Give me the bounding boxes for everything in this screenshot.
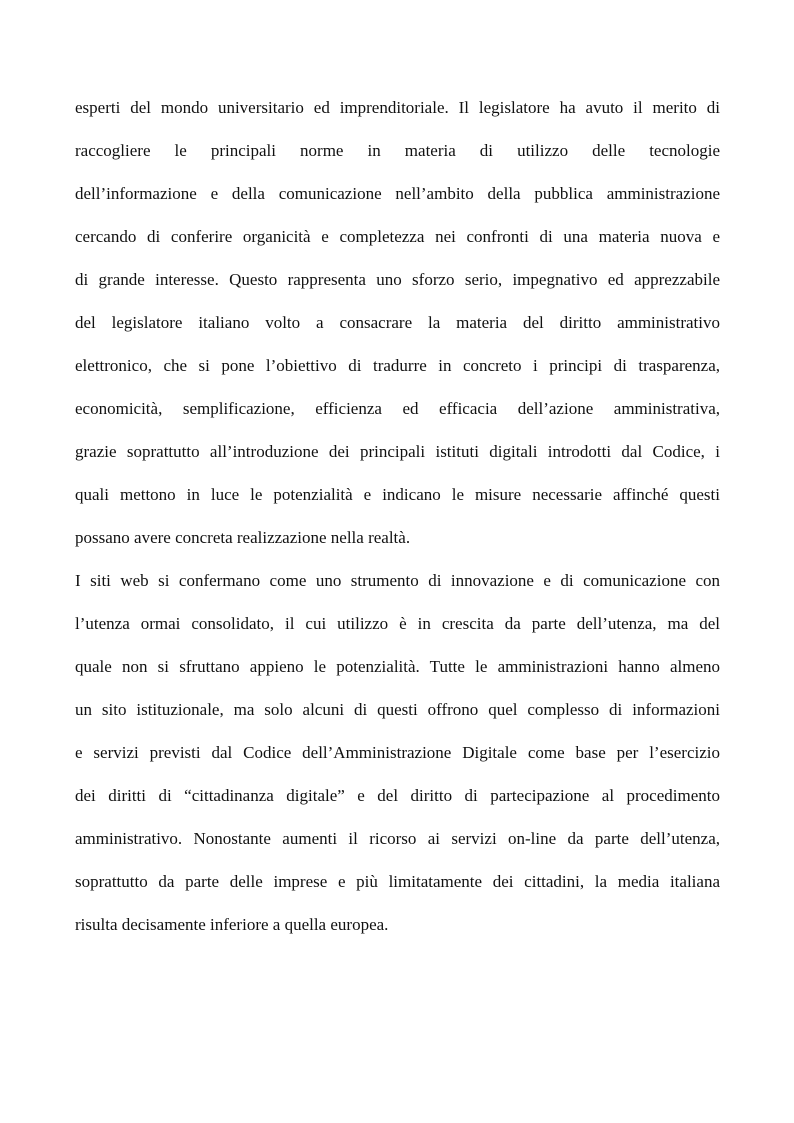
text-line: dei diritti di “cittadinanza digitale” e del diritto di partecipazione al procedimento bbox=[75, 786, 720, 805]
text-line: soprattutto da parte delle imprese e più limitatamente dei cittadini, la media italiana bbox=[75, 872, 720, 891]
text-line: esperti del mondo universitario ed imprenditoriale. Il legislatore ha avuto il merito di bbox=[75, 98, 720, 117]
text-line: I siti web si confermano come uno strumento di innovazione e di comunicazione con bbox=[75, 571, 720, 590]
text-line: quali mettono in luce le potenzialità e indicano le misure necessarie affinché questi bbox=[75, 485, 720, 504]
text-line: possano avere concreta realizzazione nella realtà. bbox=[75, 528, 411, 547]
text-line: del legislatore italiano volto a consacrare la materia del diritto amministrativo bbox=[75, 313, 720, 332]
text-line: cercando di conferire organicità e completezza nei confronti di una materia nuova e bbox=[75, 227, 720, 246]
text-line: dell’informazione e della comunicazione nell’ambito della pubblica amministrazione bbox=[75, 184, 720, 203]
paragraph-2 bbox=[75, 559, 720, 946]
paragraph-1 bbox=[75, 86, 720, 559]
text-line: amministrativo. Nonostante aumenti il ricorso ai servizi on-line da parte dell’utenza, bbox=[75, 829, 720, 848]
document-page bbox=[75, 86, 720, 946]
text-line: di grande interesse. Questo rappresenta uno sforzo serio, impegnativo ed apprezzabile bbox=[75, 270, 720, 289]
text-line: l’utenza ormai consolidato, il cui utilizzo è in crescita da parte dell’utenza, ma del bbox=[75, 614, 720, 633]
text-line: quale non si sfruttano appieno le potenzialità. Tutte le amministrazioni hanno almeno bbox=[75, 657, 720, 676]
text-line: grazie soprattutto all’introduzione dei principali istituti digitali introdotti dal Codice, i bbox=[75, 442, 720, 461]
text-line: economicità, semplificazione, efficienza ed efficacia dell’azione amministrativa, bbox=[75, 399, 720, 418]
text-line: raccogliere le principali norme in materia di utilizzo delle tecnologie bbox=[75, 141, 720, 160]
text-line: un sito istituzionale, ma solo alcuni di questi offrono quel complesso di informazioni bbox=[75, 700, 720, 719]
text-line: e servizi previsti dal Codice dell’Amministrazione Digitale come base per l’esercizio bbox=[75, 743, 720, 762]
text-line: risulta decisamente inferiore a quella europea. bbox=[75, 915, 389, 934]
text-line: elettronico, che si pone l’obiettivo di tradurre in concreto i principi di trasparenza, bbox=[75, 356, 720, 375]
